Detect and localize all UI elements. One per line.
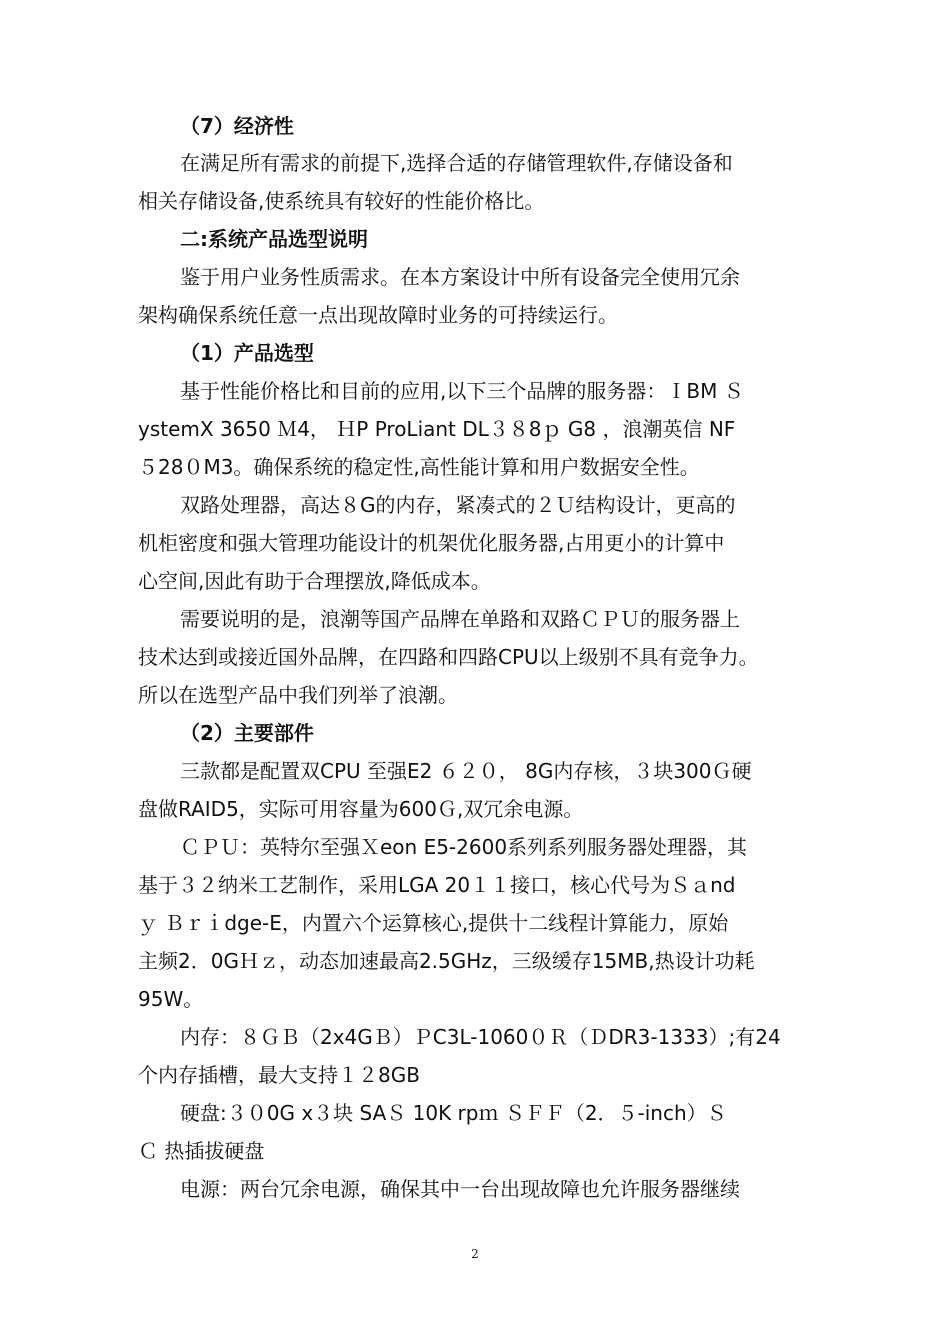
- paragraph-line: ystemX 3650 Ｍ4， ＨP ProLiant DL３８8ｐ G8 ，浪潮英信 NF: [138, 417, 736, 441]
- paragraph-line: ｙ Ｂｒｉdge-E，内置六个运算核心,提供十二线程计算能力，原始: [138, 911, 729, 935]
- paragraph-line: 盘做RAID5，实际可用容量为600Ｇ,双冗余电源。: [138, 797, 584, 821]
- paragraph-line: ５28０M3。确保系统的稳定性,高性能计算和用户数据安全性。: [138, 455, 700, 479]
- paragraph-line: 相关存储设备,使系统具有较好的性能价格比。: [138, 189, 545, 213]
- section-heading-product-selection: 二:系统产品选型说明: [180, 227, 368, 251]
- paragraph-line: ＣＰＵ：英特尔至强Ｘeon E5-2600系列系列服务器处理器，其: [180, 835, 748, 859]
- paragraph-line: 技术达到或接近国外品牌，在四路和四路CPU以上级别不具有竞争力。: [138, 645, 759, 669]
- paragraph-line: 基于３２纳米工艺制作，采用LGA 20１１接口，核心代号为Ｓａnd: [138, 873, 736, 897]
- paragraph-line: 鉴于用户业务性质需求。在本方案设计中所有设备完全使用冗余: [180, 265, 740, 289]
- paragraph-line: 双路处理器，高达８G的内存，紧凑式的２Ｕ结构设计，更高的: [180, 493, 736, 517]
- subheading-product-selection: （1）产品选型: [180, 341, 314, 365]
- paragraph-line: 硬盘:３０0G x３块 SAＳ 10K rpｍ ＳＦＦ（2．５-inch）Ｓ: [180, 1101, 727, 1125]
- paragraph-line: Ｃ 热插拔硬盘: [138, 1139, 265, 1163]
- page-number: 2: [471, 1247, 479, 1261]
- paragraph-line: 在满足所有需求的前提下,选择合适的存储管理软件,存储设备和: [180, 151, 733, 175]
- paragraph-line: 基于性能价格比和目前的应用,以下三个品牌的服务器：ＩBM Ｓ: [180, 379, 744, 403]
- subheading-main-components: （2）主要部件: [180, 721, 314, 745]
- paragraph-line: 心空间,因此有助于合理摆放,降低成本。: [138, 569, 491, 593]
- paragraph-line: 三款都是配置双CPU 至强E2 ６２０， 8G内存核，３块300Ｇ硬: [180, 759, 752, 783]
- paragraph-line: 主频2．0GＨｚ，动态加速最高2.5GHz，三级缓存15MB,热设计功耗: [138, 949, 755, 973]
- paragraph-line: 需要说明的是，浪潮等国产品牌在单路和双路ＣＰＵ的服务器上: [180, 607, 740, 631]
- paragraph-line: 机柜密度和强大管理功能设计的机架优化服务器,占用更小的计算中: [138, 531, 725, 555]
- paragraph-line: 所以在选型产品中我们列举了浪潮。: [138, 683, 458, 707]
- paragraph-line: 架构确保系统任意一点出现故障时业务的可持续运行。: [138, 303, 618, 327]
- paragraph-line: 个内存插槽，最大支持１２8GB: [138, 1063, 420, 1087]
- subheading-economy: （7）经济性: [180, 114, 294, 138]
- paragraph-line: 95W。: [138, 987, 204, 1011]
- paragraph-line: 电源：两台冗余电源，确保其中一台出现故障也允许服务器继续: [180, 1177, 740, 1201]
- paragraph-line: 内存：８ＧＢ（2x4GＢ）ＰC3L-1060０Ｒ（ＤDR3-1333）;有24: [180, 1025, 781, 1049]
